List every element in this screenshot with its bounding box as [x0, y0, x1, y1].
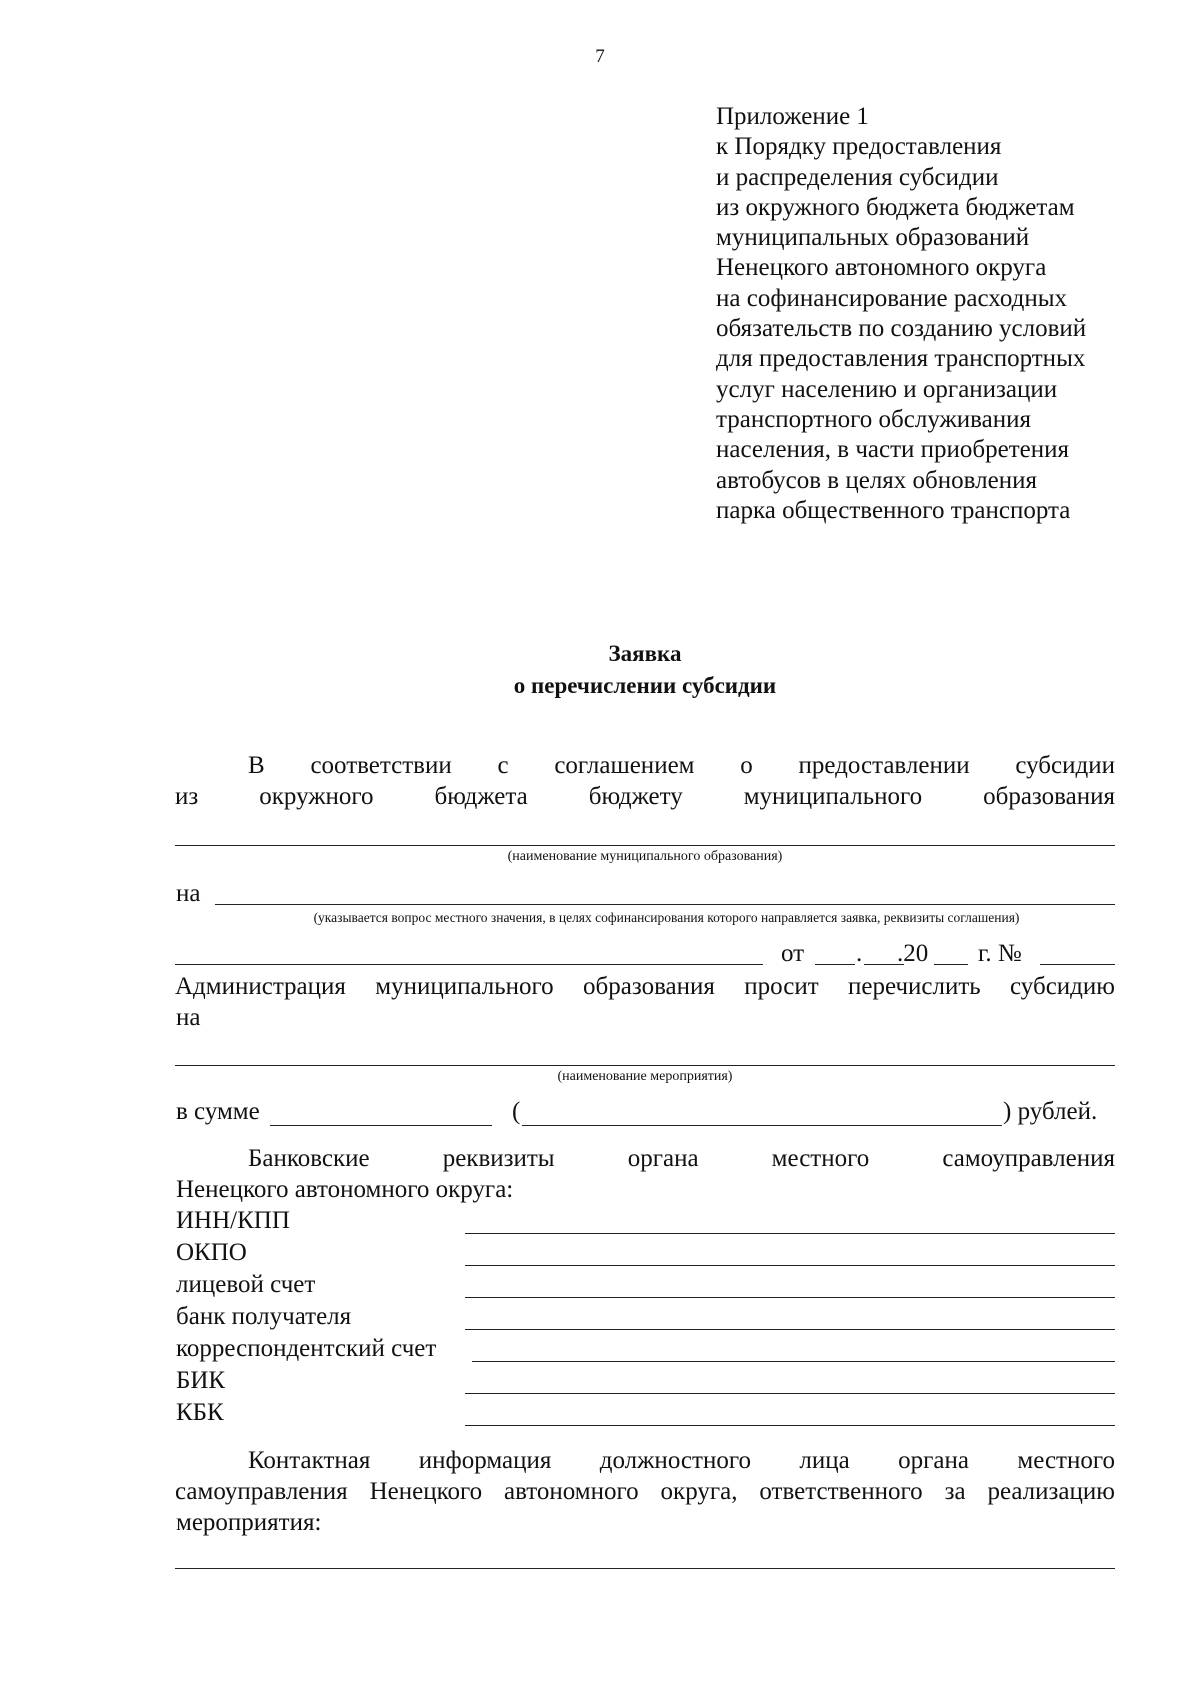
caption-question: (указывается вопрос местного значения, в целях софинансирования которого направляется заявка, реквизиты соглашения) [313, 910, 1020, 925]
field-bank-label: банк получателя [176, 1303, 352, 1330]
word: предоставлении [798, 752, 970, 779]
day-blank[interactable] [815, 964, 855, 965]
field-kbk-label: КБК [176, 1399, 224, 1426]
word: должностного [599, 1447, 751, 1474]
word: муниципального [375, 973, 554, 1000]
word: местного [1017, 1447, 1115, 1474]
na-label: на [176, 880, 201, 907]
request-line [175, 973, 1115, 1001]
field-kbk-line[interactable] [465, 1425, 1115, 1426]
sum-digits-blank[interactable] [270, 1125, 492, 1126]
bank-intro-line [248, 1145, 1115, 1173]
word: реализацию [987, 1478, 1115, 1505]
number-blank[interactable] [1040, 964, 1115, 965]
word: с [497, 752, 509, 779]
appendix-line: парка общественного транспорта [716, 496, 1071, 524]
word: реквизиты [442, 1145, 555, 1172]
contact-line-2 [175, 1478, 1115, 1506]
appendix-line: автобусов в целях обновления [716, 466, 1037, 494]
question-line[interactable] [215, 904, 1115, 905]
appendix-line: Приложение 1 [716, 103, 869, 130]
word: из [175, 783, 199, 810]
event-name-line[interactable] [175, 1065, 1115, 1066]
word: соглашением [554, 752, 695, 779]
field-okpo-line[interactable] [465, 1265, 1115, 1266]
word: Администрация [175, 973, 346, 1000]
word: просит [744, 973, 819, 1000]
word: В [248, 752, 265, 779]
appendix-line: на софинансирование расходных [716, 284, 1067, 312]
year-blank[interactable] [934, 964, 968, 965]
rubles-label: ) рублей. [1003, 1098, 1098, 1125]
field-account-line[interactable] [465, 1297, 1115, 1298]
appendix-line: для предоставления транспортных [716, 345, 1086, 373]
appendix-line: к Порядку предоставления [716, 133, 1002, 161]
appendix-block [716, 102, 1086, 526]
field-inn-kpp-line[interactable] [465, 1233, 1115, 1234]
open-paren: ( [512, 1098, 521, 1125]
field-bik-label: БИК [176, 1367, 226, 1394]
appendix-line: муниципальных образований [716, 224, 1030, 252]
year-prefix: .20 [897, 940, 929, 967]
word: местного [771, 1145, 870, 1172]
word: о [740, 752, 753, 779]
contact-line-1 [248, 1447, 1115, 1475]
word: окружного [259, 783, 374, 810]
document-subtitle: о перечислении субсидии [513, 673, 777, 698]
field-account-label: лицевой счет [176, 1271, 316, 1298]
word: ответственного [759, 1478, 923, 1505]
word: органа [898, 1447, 969, 1474]
appendix-line: и распределения субсидии [716, 163, 999, 191]
from-label: от [781, 940, 805, 967]
appendix-line: из окружного бюджета бюджетам [716, 193, 1075, 221]
word: Ненецкого [369, 1478, 483, 1505]
field-bank-line[interactable] [465, 1329, 1115, 1330]
appendix-line: услуг населению и организации [716, 375, 1058, 403]
word: самоуправления [942, 1145, 1115, 1172]
word: за [944, 1478, 966, 1505]
word: самоуправления [175, 1478, 348, 1505]
field-bik-line[interactable] [465, 1393, 1115, 1394]
word: лица [799, 1447, 850, 1474]
word: образования [583, 973, 715, 1000]
caption-municipality: (наименование муниципального образования) [507, 849, 783, 864]
intro-line-2 [175, 783, 1115, 811]
page-number: 7 [595, 46, 605, 67]
word: соответствии [310, 752, 452, 779]
word: бюджета [434, 783, 528, 810]
word: Контактная [248, 1447, 371, 1474]
bank-intro-line-2: Ненецкого автономного округа: [176, 1176, 514, 1203]
appendix-line: Ненецкого автономного округа [716, 254, 1047, 282]
caption-event: (наименование мероприятия) [557, 1069, 733, 1084]
appendix-line: населения, в части приобретения [716, 436, 1070, 464]
request-na-label: на [176, 1004, 201, 1031]
municipality-name-line[interactable] [175, 845, 1115, 846]
document-title: Заявка [608, 641, 682, 666]
intro-line-1 [248, 752, 1115, 780]
word: Банковские [248, 1145, 370, 1172]
field-inn-kpp-label: ИНН/КПП [176, 1207, 290, 1234]
date-dot: . [856, 940, 863, 967]
field-corr-account-label: корреспондентский счет [176, 1335, 437, 1362]
contact-info-line[interactable] [175, 1568, 1115, 1569]
field-corr-account-line[interactable] [472, 1361, 1115, 1362]
word: органа [627, 1145, 699, 1172]
word: автономного [504, 1478, 639, 1505]
sum-label: в сумме [176, 1098, 260, 1125]
word: муниципального [743, 783, 923, 810]
word: образования [983, 783, 1115, 810]
appendix-line: обязательств по созданию условий [716, 315, 1087, 343]
contact-line-3: мероприятия: [176, 1509, 322, 1536]
word: округа, [660, 1478, 738, 1505]
field-okpo-label: ОКПО [176, 1239, 247, 1266]
word: бюджету [588, 783, 683, 810]
number-label: г. № [978, 940, 1022, 967]
word: субсидию [1010, 973, 1115, 1000]
word: субсидии [1015, 752, 1115, 779]
appendix-line: транспортного обслуживания [716, 405, 1031, 433]
word: информация [418, 1447, 552, 1474]
sum-words-blank[interactable] [522, 1125, 1002, 1126]
agreement-line[interactable] [175, 964, 763, 965]
word: перечислить [848, 973, 981, 1000]
